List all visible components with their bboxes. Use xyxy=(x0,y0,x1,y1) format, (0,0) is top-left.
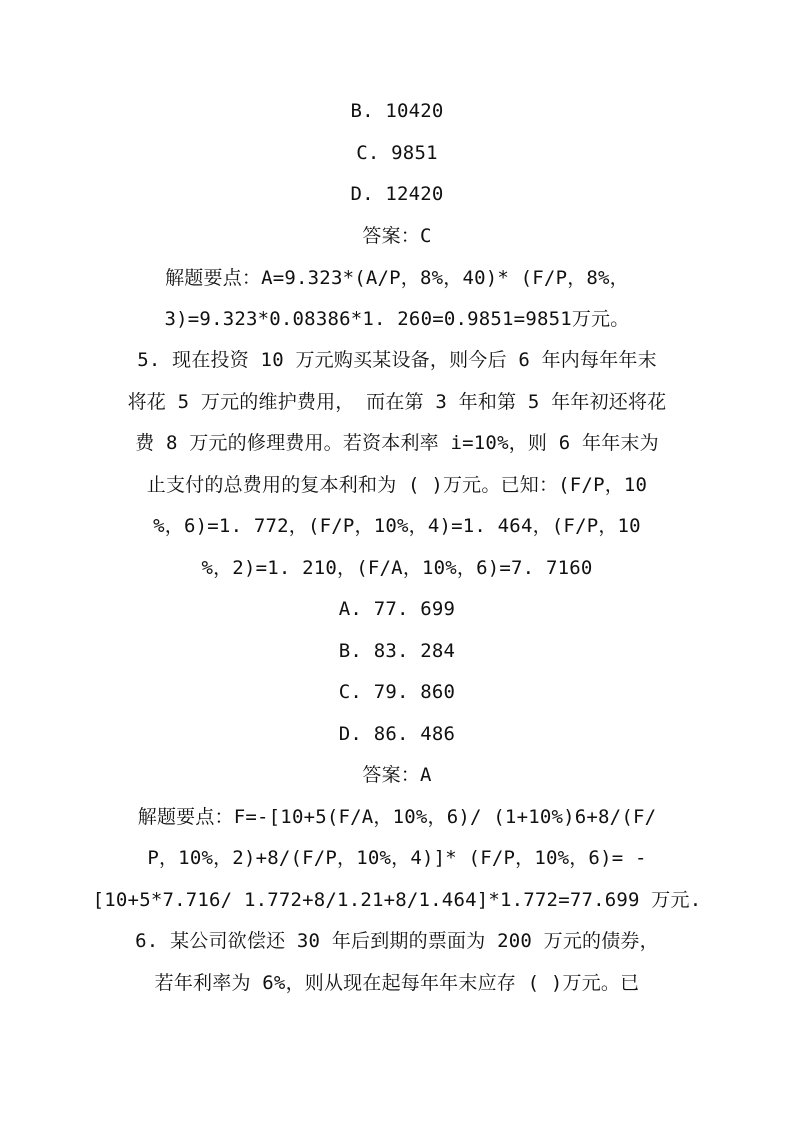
solution-q4-line-1: 解题要点：A=9.323*(A/P，8%，40)* (F/P，8%， xyxy=(165,267,629,289)
answer-q4: 答案：C xyxy=(362,225,432,247)
option-d-q5: D. 86. 486 xyxy=(338,723,456,745)
question-5-line-5: %，6)=1. 772，(F/P，10%，4)=1. 464，(F/P，10 xyxy=(153,515,641,537)
option-d-q4: D. 12420 xyxy=(350,183,444,205)
question-5-line-1: 5. 现在投资 10 万元购买某设备，则今后 6 年内每年年末 xyxy=(137,349,657,371)
answer-q5: 答案：A xyxy=(362,764,432,786)
question-5-line-4: 止支付的总费用的复本利和为 ( )万元。已知：(F/P，10 xyxy=(146,474,648,496)
question-5-line-3: 费 8 万元的修理费用。若资本利率 i=10%，则 6 年年末为 xyxy=(135,432,659,454)
solution-q5-line-1: 解题要点：F=-[10+5(F/A，10%，6)/ (1+10%)6+8/(F/ xyxy=(137,806,657,828)
option-c-q4: C. 9851 xyxy=(356,142,438,164)
option-c-q5: C. 79. 860 xyxy=(338,681,456,703)
question-5-line-6: %，2)=1. 210，(F/A，10%，6)=7. 7160 xyxy=(201,557,593,579)
solution-q4-line-2: 3)=9.323*0.08386*1. 260=0.9851=9851万元。 xyxy=(164,308,630,330)
question-6-line-2: 若年利率为 6%，则从现在起每年年末应存 ( )万元。已 xyxy=(154,972,640,994)
question-5-line-2: 将花 5 万元的维护费用， 而在第 3 年和第 5 年年初还将花 xyxy=(127,391,667,413)
option-a-q5: A. 77. 699 xyxy=(338,598,456,620)
solution-q5-line-3: [10+5*7.716/ 1.772+8/1.21+8/1.464]*1.772=77.699 万元. xyxy=(92,889,702,911)
option-b-q4: B. 10420 xyxy=(350,100,444,122)
solution-q5-line-2: P，10%，2)+8/(F/P，10%，4)]* (F/P，10%，6)= - xyxy=(147,847,647,869)
option-b-q5: B. 83. 284 xyxy=(338,640,456,662)
question-6-line-1: 6. 某公司欲偿还 30 年后到期的票面为 200 万元的债券， xyxy=(135,930,659,952)
